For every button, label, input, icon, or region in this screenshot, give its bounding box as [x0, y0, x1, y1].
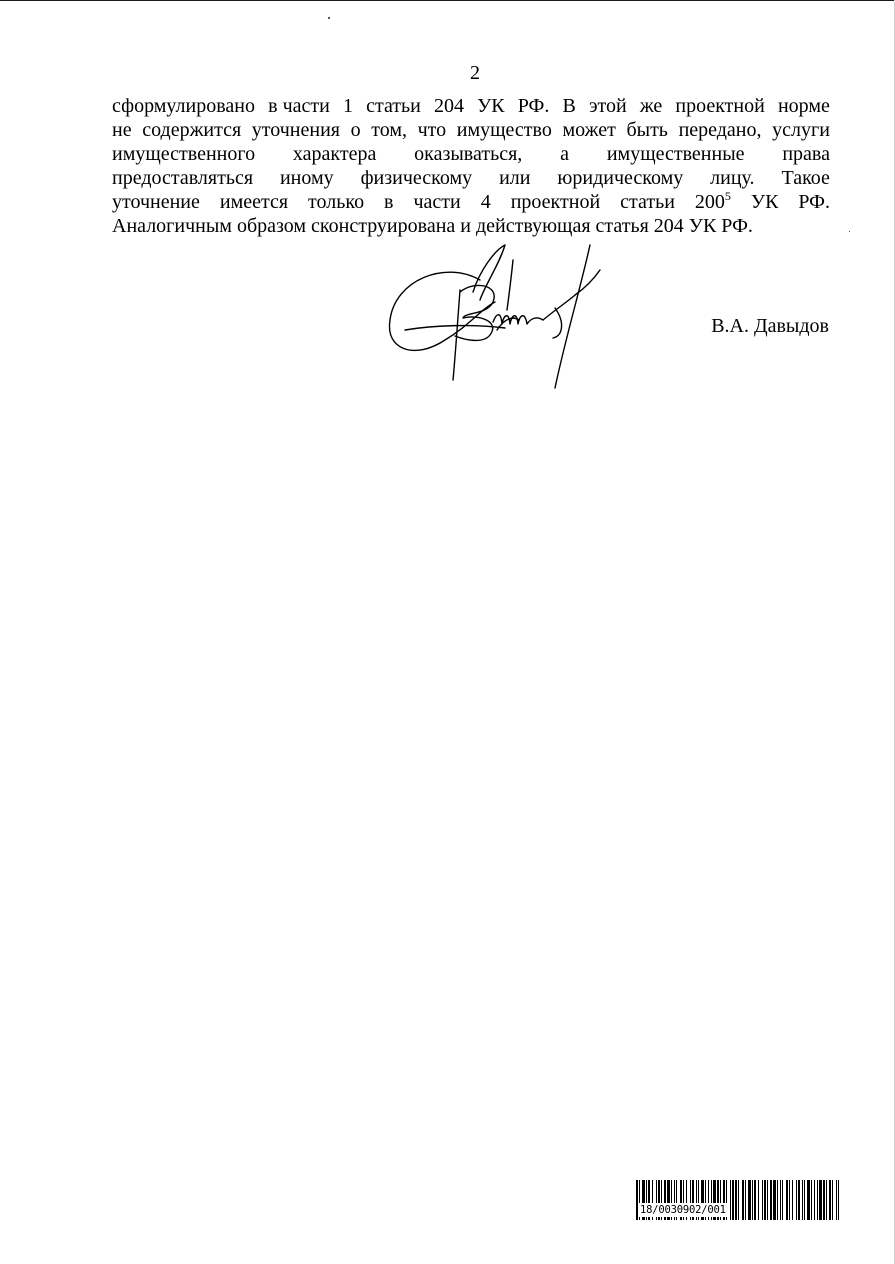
barcode-bar: [832, 1180, 833, 1220]
scan-speck: [849, 231, 850, 232]
word: же: [639, 95, 663, 117]
word: части: [413, 191, 461, 213]
word: УК: [477, 95, 505, 117]
text-line-5: [112, 190, 830, 214]
word: 1: [342, 95, 353, 117]
word: или: [499, 167, 531, 189]
word: содержится: [142, 119, 242, 141]
word: не: [112, 119, 132, 141]
barcode-bar: [838, 1180, 839, 1220]
barcode-bar: [792, 1180, 793, 1220]
word: Такое: [781, 167, 830, 189]
word: имущественного: [112, 143, 256, 165]
barcode-bar: [742, 1180, 744, 1220]
barcode-bar: [735, 1180, 737, 1220]
barcode-bar: [773, 1180, 776, 1220]
barcode-bar: [754, 1180, 756, 1220]
word: характера: [292, 143, 377, 165]
word: права: [782, 143, 830, 165]
barcode-bar: [817, 1180, 818, 1220]
word: предоставляться: [112, 167, 254, 189]
barcode-bar: [802, 1180, 803, 1220]
scan-speck: [328, 17, 330, 19]
page-top-border: [0, 0, 895, 1]
barcode-bar: [789, 1180, 790, 1220]
article-number: [695, 190, 731, 214]
text-line-3: [112, 142, 830, 166]
word: УК: [750, 191, 779, 213]
word: имущество: [456, 119, 552, 141]
word: РФ.: [798, 191, 830, 213]
barcode-bar: [804, 1180, 805, 1220]
text-line-1: [112, 94, 830, 118]
word: в части: [268, 95, 330, 117]
barcode-bar: [748, 1180, 751, 1220]
barcode-bar: [770, 1180, 772, 1220]
word: быть: [626, 119, 668, 141]
word: сформулировано: [112, 95, 255, 117]
barcode-bar: [738, 1180, 739, 1220]
barcode-bar: [811, 1180, 812, 1220]
word: том,: [371, 119, 407, 141]
word: юридическому: [557, 167, 684, 189]
word: проектной: [675, 95, 765, 117]
word: иному: [279, 167, 334, 189]
barcode-bar: [829, 1180, 831, 1220]
text-line-6: Аналогичным образом сконструирована и действующая статья 204 УК РФ.: [112, 215, 753, 237]
barcode-bar: [752, 1180, 753, 1220]
text-line-2: [112, 118, 830, 142]
word: имущественные: [606, 143, 745, 165]
signer-name: В.А. Давыдов: [711, 315, 829, 337]
barcode-bar: [762, 1180, 763, 1220]
barcode-bar: [732, 1180, 734, 1220]
barcode-bar: [745, 1180, 746, 1220]
barcode-bar: [767, 1180, 768, 1220]
word: в: [384, 191, 394, 213]
word: статьи: [620, 191, 675, 213]
barcode-bar: [819, 1180, 822, 1220]
word: уточнение: [112, 191, 200, 213]
word: уточнения: [251, 119, 340, 141]
word: что: [417, 119, 447, 141]
barcode-bar: [780, 1180, 781, 1220]
barcode-bar: [730, 1180, 731, 1220]
word: В: [562, 95, 576, 117]
barcode-bar: [786, 1180, 788, 1220]
article-base: 200: [694, 191, 725, 213]
barcode-bar: [826, 1180, 827, 1220]
word: этой: [588, 95, 627, 117]
word: 4: [480, 191, 491, 213]
handwritten-signature: [385, 240, 630, 390]
barcode-bar: [758, 1180, 759, 1220]
barcode-bar: [836, 1180, 837, 1220]
word: передано,: [678, 119, 762, 141]
barcode-bar: [823, 1180, 825, 1220]
word: проектной: [510, 191, 601, 213]
word: услуги: [772, 119, 830, 141]
word: статьи: [366, 95, 421, 117]
article-superscript: 5: [724, 189, 731, 203]
word: может: [562, 119, 616, 141]
word: о: [350, 119, 361, 141]
barcode-bar: [796, 1180, 797, 1220]
word: РФ.: [517, 95, 550, 117]
word: оказываться,: [414, 143, 523, 165]
word: а: [560, 143, 569, 165]
barcode-bar: [814, 1180, 815, 1220]
word: лицу.: [710, 167, 755, 189]
barcode-bar: [764, 1180, 766, 1220]
barcode: [636, 1180, 839, 1220]
word: имеется: [219, 191, 289, 213]
barcode-bar: [807, 1180, 810, 1220]
barcode-number: 18/0030902/001: [640, 1204, 726, 1216]
barcode-bar: [798, 1180, 800, 1220]
word: 204: [434, 95, 464, 117]
word: только: [308, 191, 365, 213]
word: физическому: [360, 167, 473, 189]
barcode-bar: [777, 1180, 778, 1220]
barcode-bar: [782, 1180, 783, 1220]
page-number: 2: [470, 62, 480, 84]
word: норме: [777, 95, 830, 117]
body-paragraph: [112, 94, 830, 238]
text-line-4: [112, 166, 830, 190]
